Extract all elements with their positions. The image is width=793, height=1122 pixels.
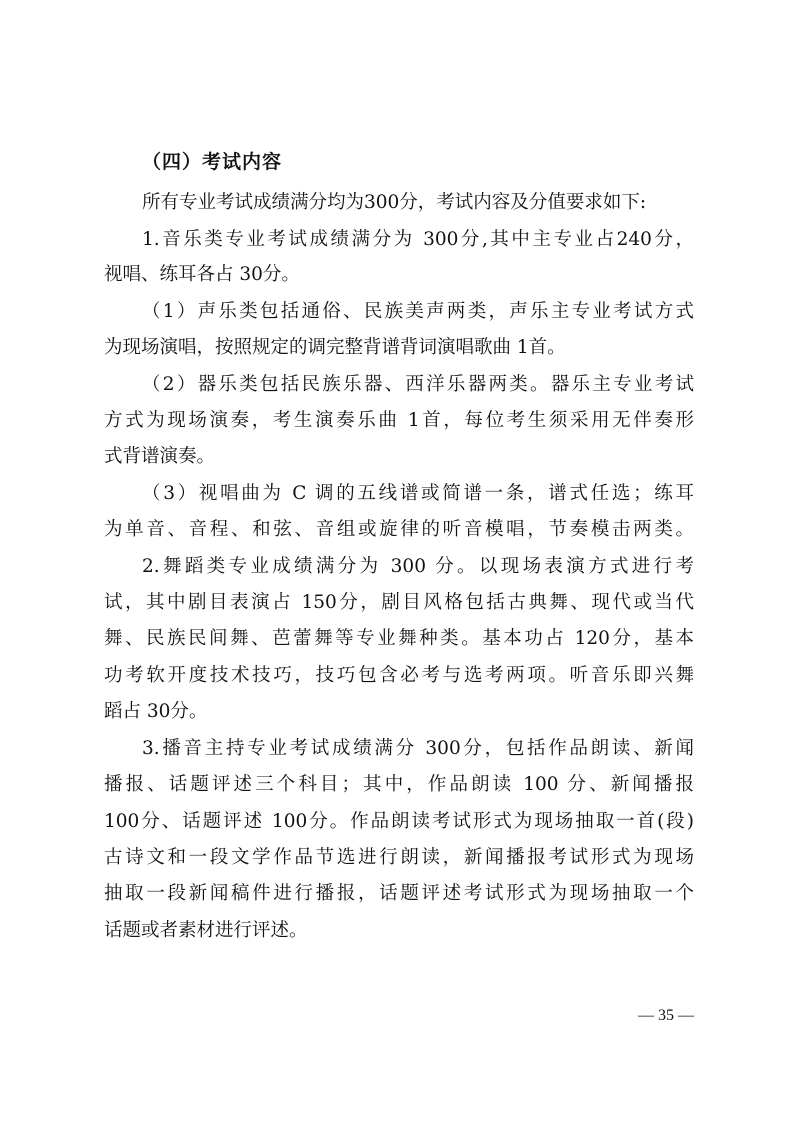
paragraph-line: 试，其中剧目表演占 150分，剧目风格包括古典舞、现代或当代 <box>104 592 694 613</box>
paragraph-line: 古诗文和一段文学作品节选进行朗读，新闻播报考试形式为现场 <box>104 847 694 868</box>
paragraph-line: （2）器乐类包括民族乐器、西洋乐器两类。器乐主专业考试 <box>142 374 694 395</box>
paragraph-line: 舞、民族民间舞、芭蕾舞等专业舞种类。基本功占 120分，基本 <box>104 628 694 649</box>
paragraph-line: 方式为现场演奏，考生演奏乐曲 1首，每位考生须采用无伴奏形 <box>104 410 694 431</box>
paragraph-line: （1）声乐类包括通俗、民族美声两类，声乐主专业考试方式 <box>142 301 694 322</box>
paragraph-line: （3）视唱曲为 C 调的五线谱或简谱一条，谱式任选；练耳 <box>142 483 694 504</box>
paragraph-line: 视唱、练耳各占 30分。 <box>104 264 300 285</box>
paragraph-line: 所有专业考试成绩满分均为300分，考试内容及分值要求如下: <box>142 192 647 213</box>
paragraph-line: 抽取一段新闻稿件进行播报，话题评述考试形式为现场抽取一个 <box>104 883 694 904</box>
paragraph-line: 话题或者素材进行评述。 <box>104 920 308 941</box>
paragraph-line: 为现场演唱，按照规定的调完整背谱背词演唱歌曲 1首。 <box>104 337 566 358</box>
paragraph-line: 播报、话题评述三个科目；其中，作品朗读 100 分、新闻播报 <box>104 774 694 795</box>
paragraph-line: 1.音乐类专业考试成绩满分为 300分,其中主专业占240分， <box>142 229 694 250</box>
paragraph-line: 3.播音主持专业考试成绩满分 300分，包括作品朗读、新闻 <box>142 738 694 759</box>
paragraph-line: 式背谱演奏。 <box>104 446 216 467</box>
paragraph-line: 为单音、音程、和弦、音组或旋律的听音模唱，节奏模击两类。 <box>104 519 694 540</box>
paragraph-line: 2.舞蹈类专业成绩满分为 300 分。以现场表演方式进行考 <box>142 556 694 577</box>
page-number: — 35 — <box>638 1007 694 1024</box>
paragraph-line: 蹈占 30分。 <box>104 701 208 722</box>
paragraph-line: 功考软开度技术技巧，技巧包含必考与选考两项。听音乐即兴舞 <box>104 665 694 686</box>
paragraph-line: 100分、话题评述 100分。作品朗读考试形式为现场抽取一首(段) <box>104 811 694 832</box>
section-heading: （四）考试内容 <box>142 151 283 173</box>
